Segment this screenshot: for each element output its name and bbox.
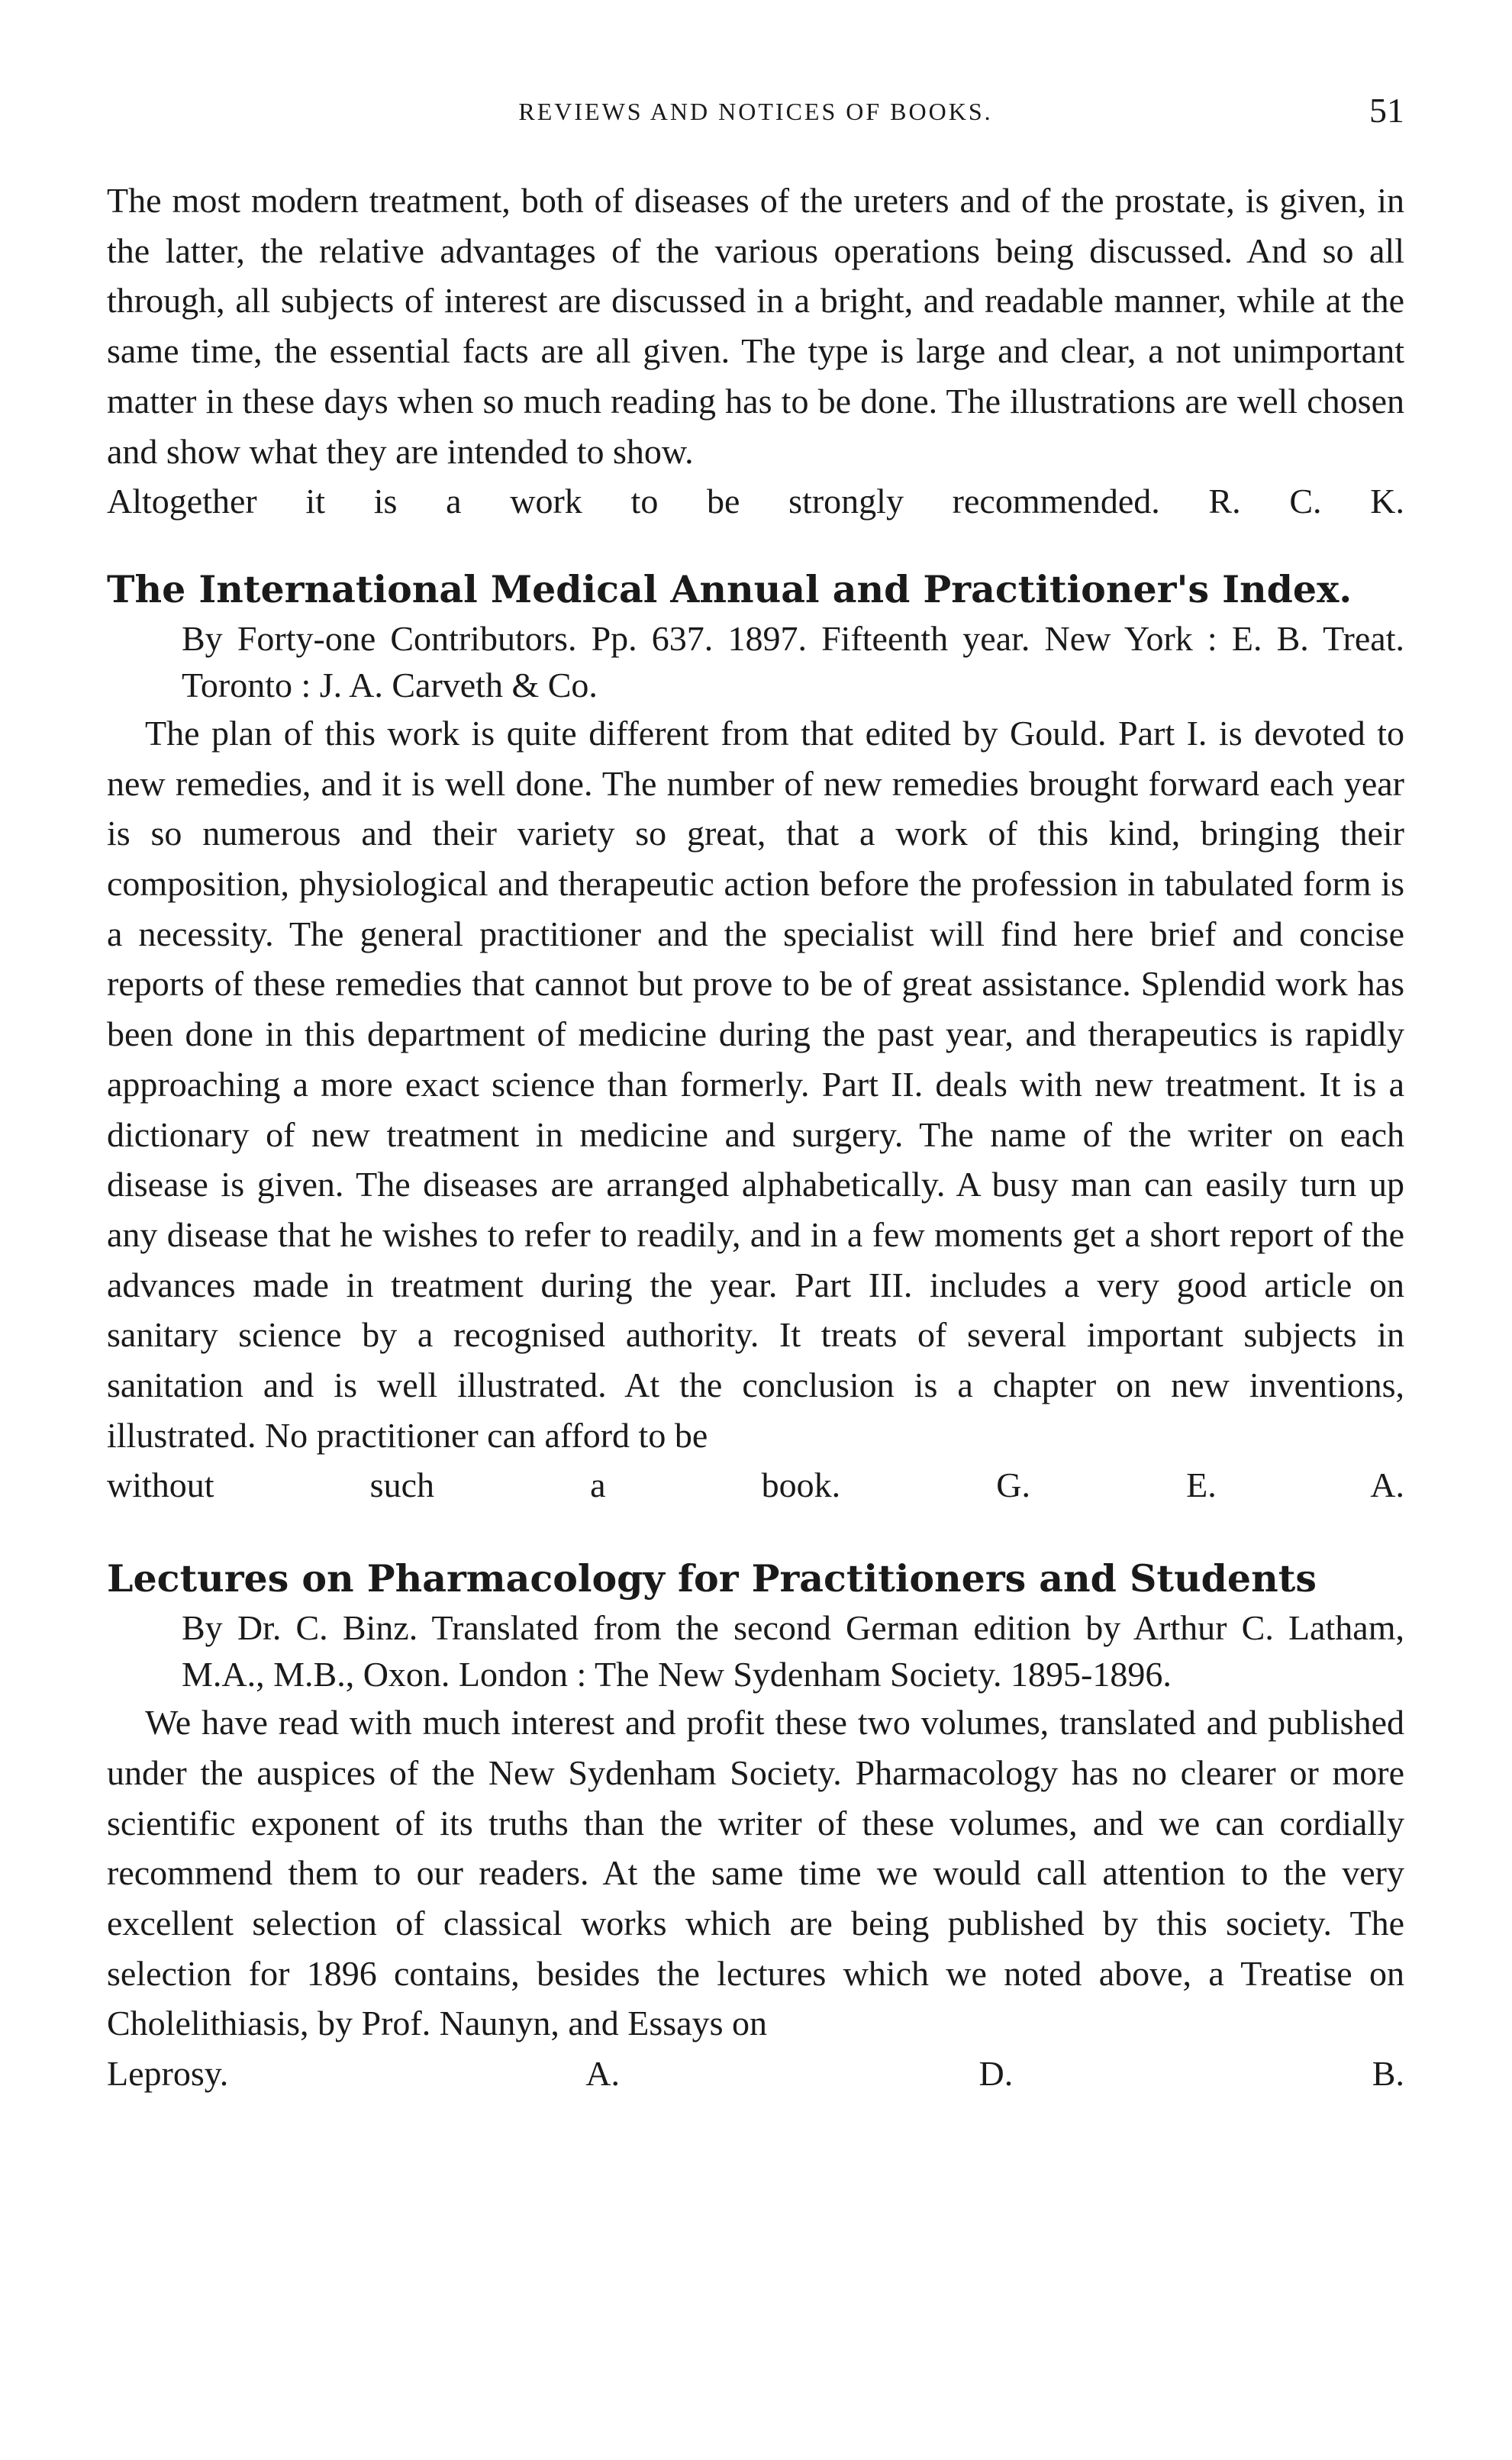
review-body: The plan of this work is quite different from that edited by Gould. Part I. is devoted to new remedies, and it is well done. The number of new remedies brought forward each year is so numerous and their variety so great, that a work of this kind, bringing their composition, physiological and therapeutic action before the profession in tabulated form is a necessity. The general practitioner and the specialist will find here brief and concise reports of these remedies that cannot but prove to be of great assistance. Splendid work has been done in this department of medicine during the past year, and therapeutics is rapidly approaching a more exact science than formerly. Part II. deals with new treatment. It is a dictionary of new treatment in medicine and surgery. The name of the writer on each disease is given. The diseases are arranged alphabetically. A busy man can easily turn up any disease that he wishes to refer to readily, and in a few moments get a short report of the advances made in treatment during the year. Part III. includes a very good article on sanitary science by a recognised authority. It treats of several important subjects in sanitation and is well illustrated. At the conclusion is a chapter on new inventions, illustrated. No practitioner can afford to be <box>107 713 1404 1455</box>
reviewer-initials: R. C. K. <box>1208 482 1405 521</box>
page-number: 51 <box>1369 91 1404 130</box>
running-title: REVIEWS AND NOTICES OF BOOKS. <box>518 98 993 125</box>
review-body: We have read with much interest and profit these two volumes, translated and published under the auspices of the New Sydenham Society. Pharmacology has no clearer or more scientific exponent of its truths than the writer of these volumes, and we can cordially recommend them to our readers. At the same time we would call attention to the very excellent selection of classical works which are being published by this society. The selection for 1896 contains, besides the lectures which we noted above, a Treatise on Cholelithiasis, by Prof. Naunyn, and Essays on <box>107 1703 1404 2043</box>
book-title: The International Medical Annual and Practitioner's Index. <box>107 566 1352 611</box>
review-closing-line <box>107 2049 1404 2099</box>
review-closing: without such a book. <box>107 1465 841 1505</box>
book-publication-info: By Forty-one Contributors. Pp. 637. 1897. Fifteenth year. New York : E. B. Treat. Toronto : J. A. Carveth & Co. <box>182 618 1404 704</box>
review-body: The most modern treatment, both of diseases of the ureters and of the prostate, is given, in the latter, the relative advantages of the various operations being discussed. And so all through, all subjects of interest are discussed in a bright, and readable manner, while at the same time, the essential facts are all given. The type is large and clear, a not unimportant matter in these days when so much reading has to be done. The illustrations are well chosen and show what they are intended to show. <box>107 181 1404 471</box>
book-publication-info: By Dr. C. Binz. Translated from the second German edition by Arthur C. Latham, M.A., M.B., Oxon. London : The New Sydenham Society. 1895-1896. <box>182 1608 1404 1694</box>
reviewer-initials: A. D. B. <box>585 2054 1404 2094</box>
review-urology <box>107 176 1404 527</box>
reviewer-initials: G. E. A. <box>996 1465 1405 1505</box>
review-pharmacology <box>107 1552 1404 2099</box>
review-closing-line <box>107 476 1404 527</box>
review-closing-line <box>107 1460 1404 1510</box>
running-header <box>107 90 1404 136</box>
review-medical-annual <box>107 563 1404 1510</box>
book-title: Lectures on Pharmacology for Practitioners and Students <box>107 1556 1317 1601</box>
review-closing: Altogether it is a work to be strongly recommended. <box>107 482 1160 521</box>
page-body <box>107 176 1404 2099</box>
review-closing: Leprosy. <box>107 2054 229 2094</box>
